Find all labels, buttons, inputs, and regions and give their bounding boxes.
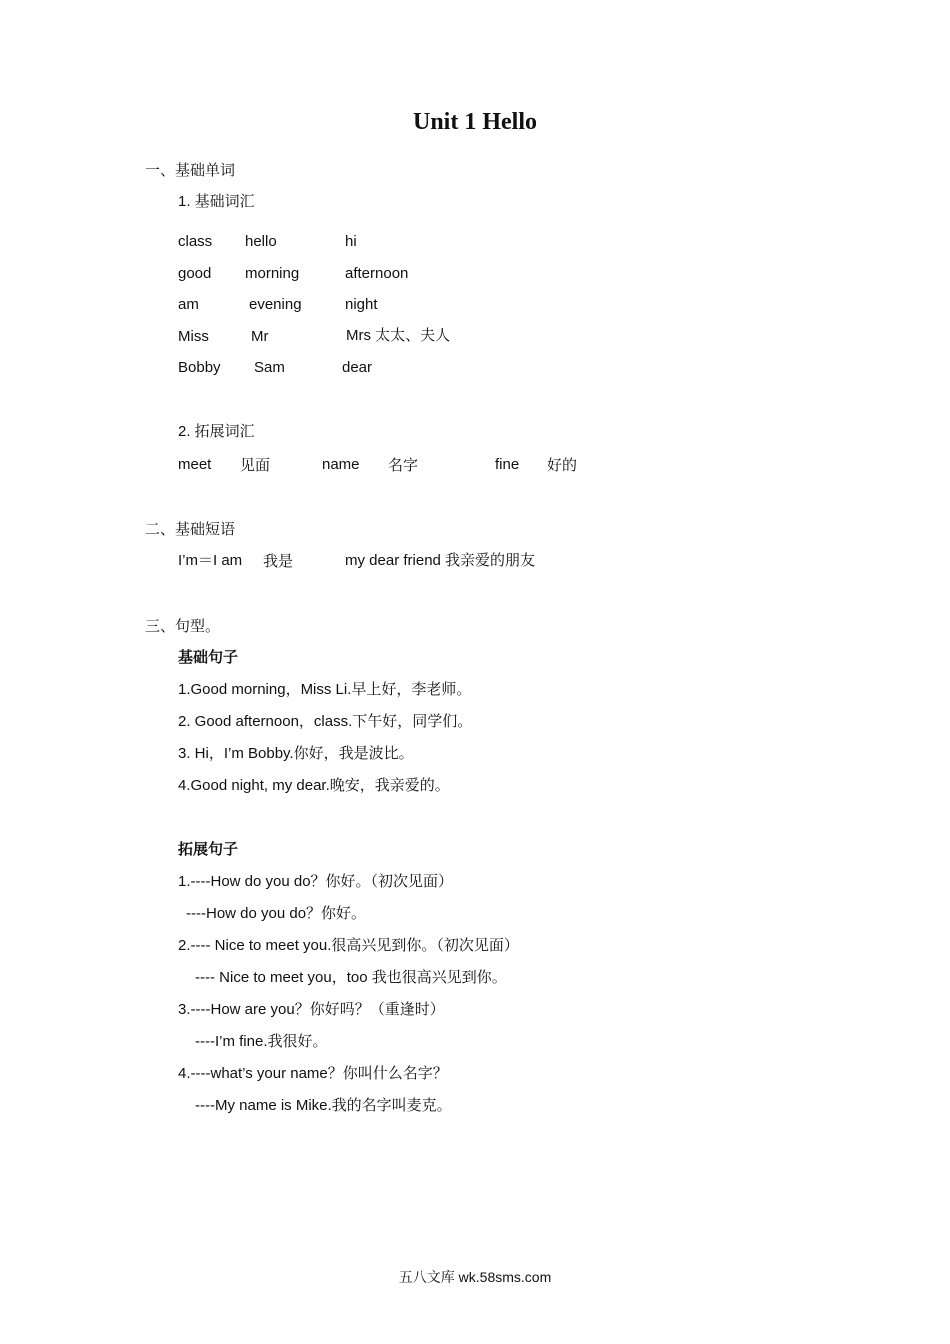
word: Mrs 太太、夫人 [346, 327, 451, 344]
sentence: 2. Good afternoon，class.下午好，同学们。 [178, 713, 473, 730]
section-heading-basic-words: 一、基础单词 [145, 161, 236, 179]
word: class [178, 233, 213, 250]
sentence: 2.---- Nice to meet you.很高兴见到你。（初次见面） [178, 937, 519, 954]
phrase-meaning: 我是 [263, 552, 294, 570]
sentence: ----My name is Mike.我的名字叫麦克。 [195, 1097, 452, 1114]
word: name [322, 456, 360, 473]
section-heading-sentences: 三、句型。 [145, 617, 221, 635]
sentence: 1.----How do you do？你好。（初次见面） [178, 873, 454, 890]
sentence: ---- Nice to meet you，too 我也很高兴见到你。 [195, 969, 507, 986]
word: Miss [178, 328, 209, 345]
footer-watermark: 五八文库 wk.58sms.com [398, 1269, 552, 1285]
word: Sam [254, 359, 285, 376]
subheading-extended-vocab: 2. 拓展词汇 [178, 423, 255, 440]
phrase: my dear friend 我亲爱的朋友 [345, 552, 536, 569]
extended-sentences-heading: 拓展句子 [178, 841, 239, 858]
word-meaning: 好的 [547, 456, 578, 474]
word: hi [345, 233, 357, 250]
page-title: Unit 1 Hello [413, 109, 537, 135]
word-meaning: 见面 [240, 456, 271, 474]
word: hello [245, 233, 277, 250]
word: fine [495, 456, 520, 473]
phrase: I’m＝I am [178, 552, 243, 569]
word: meet [178, 456, 212, 473]
sentence: 3.----How are you？你好吗？（重逢时） [178, 1001, 445, 1018]
sentence: ----How do you do？你好。 [186, 905, 367, 922]
word: night [345, 296, 378, 313]
sentence: 1.Good morning，Miss Li.早上好，李老师。 [178, 681, 472, 698]
sentence: 4.----what’s your name？你叫什么名字？ [178, 1065, 448, 1082]
sentence: ----I’m fine.我很好。 [195, 1033, 328, 1050]
word: morning [245, 265, 300, 282]
basic-sentences-heading: 基础句子 [178, 649, 239, 666]
word: evening [249, 296, 302, 313]
section-heading-phrases: 二、基础短语 [145, 520, 236, 538]
word: good [178, 265, 212, 282]
sentence: 4.Good night, my dear.晚安，我亲爱的。 [178, 777, 450, 794]
word: Mr [251, 328, 269, 345]
word: afternoon [345, 265, 409, 282]
subheading-basic-vocab: 1. 基础词汇 [178, 193, 255, 210]
word: Bobby [178, 359, 221, 376]
sentence: 3. Hi，I’m Bobby.你好，我是波比。 [178, 745, 414, 762]
word-meaning: 名字 [388, 456, 419, 474]
word: dear [342, 359, 373, 376]
word: am [178, 296, 199, 313]
